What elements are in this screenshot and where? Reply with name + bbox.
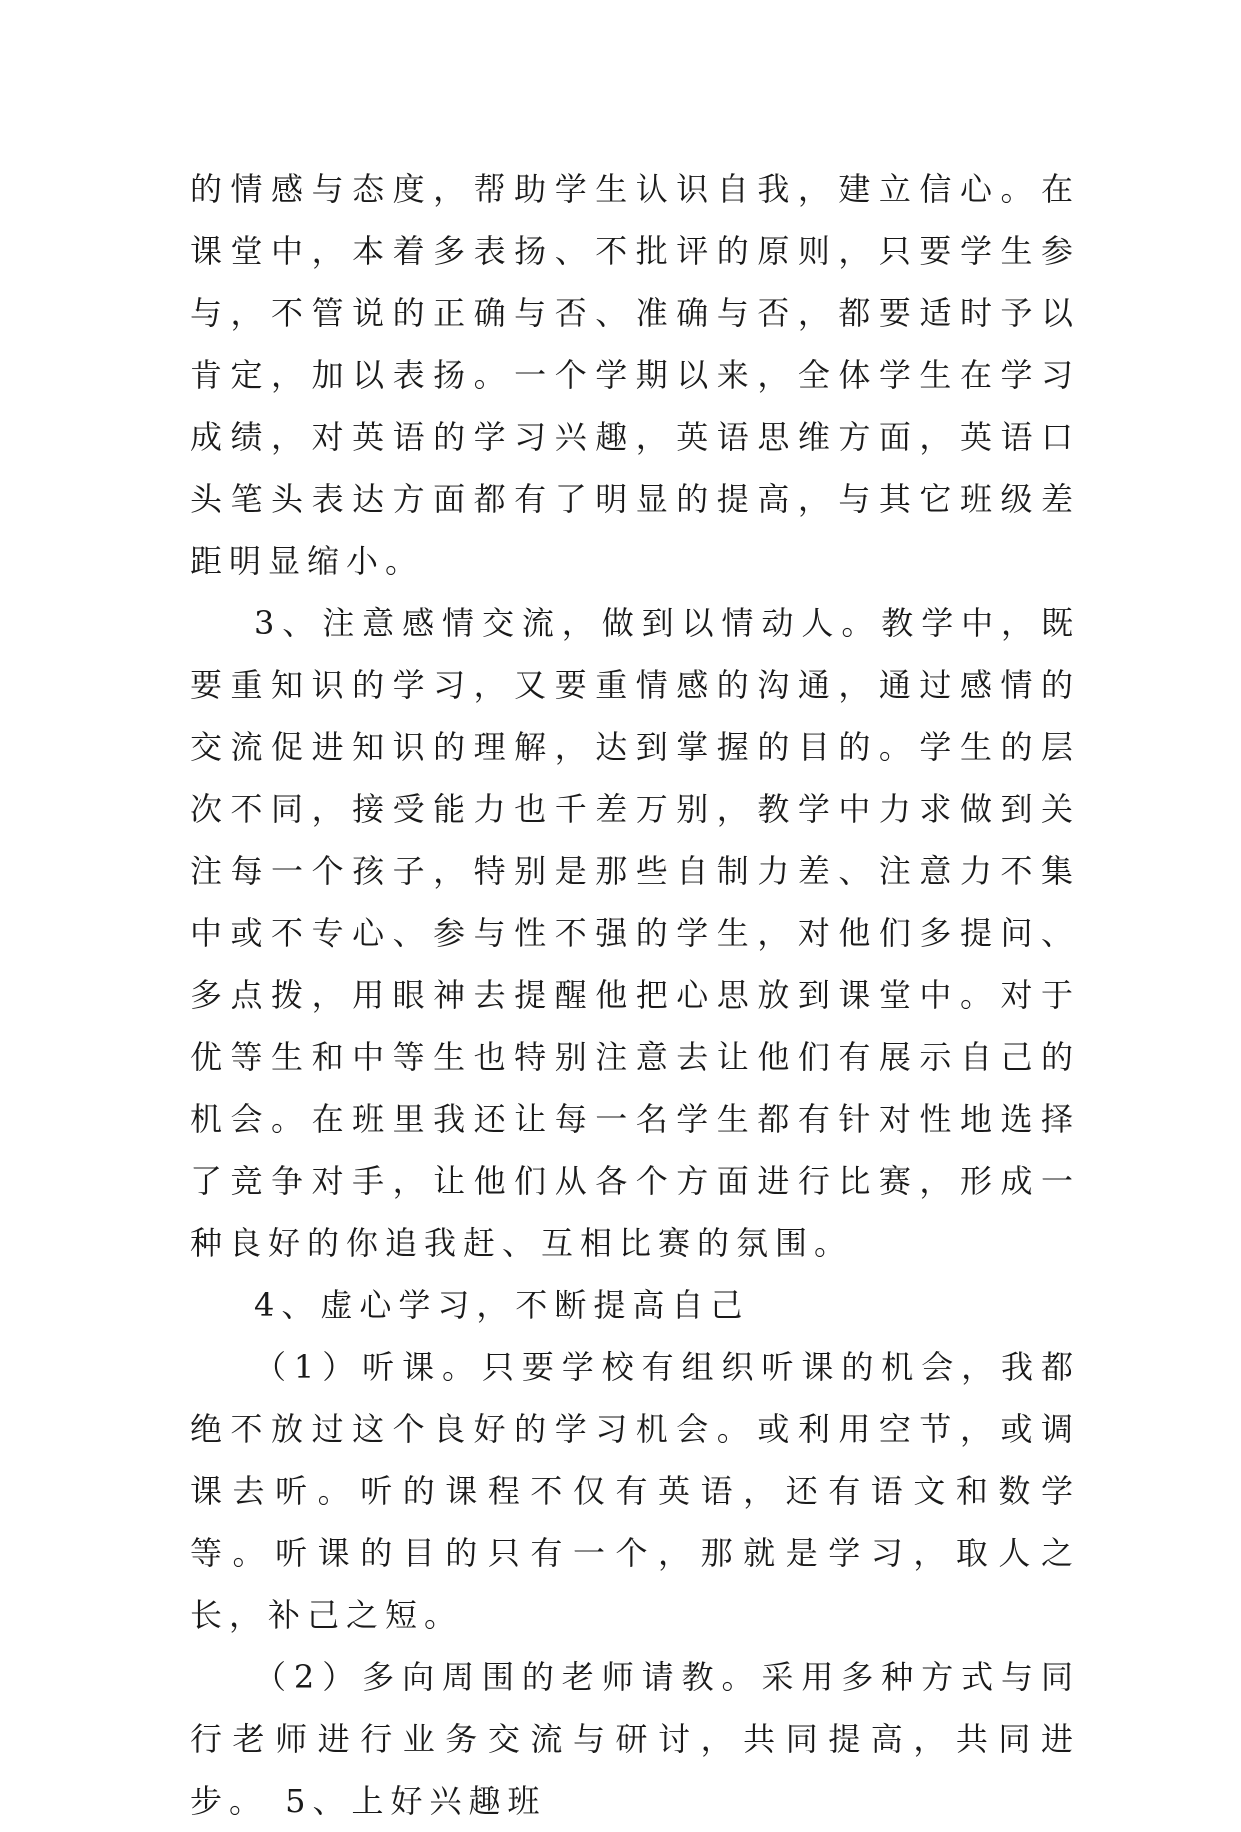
paragraph-item-2: （2）多向周围的老师请教。采用多种方式与同行老师进行业务交流与研讨，共同提高，共同进步。 5、上好兴趣班: [190, 1658, 1080, 1820]
paragraph-continuation: 的情感与态度，帮助学生认识自我，建立信心。在课堂中，本着多表扬、不批评的原则，只要学生参与，不管说的正确与否、准确与否，都要适时予以肯定，加以表扬。一个学期以来，全体学生在学习成绩，对英语的学习兴趣，英语思维方面，英语口头笔头表达方面都有了明显的提高，与其它班级差距明显缩小。: [190, 170, 1080, 580]
document-body: [190, 158, 1080, 1832]
paragraph-section-4-heading: 4、虚心学习，不断提高自己: [254, 1286, 750, 1324]
paragraph-item-1: （1）听课。只要学校有组织听课的机会，我都绝不放过这个良好的学习机会。或利用空节，或调课去听。听的课程不仅有英语，还有语文和数学等。听课的目的只有一个，那就是学习，取人之长，补己之短。: [190, 1348, 1080, 1634]
paragraph-section-3: 3、注意感情交流，做到以情动人。教学中，既要重知识的学习，又要重情感的沟通，通过感情的交流促进知识的理解，达到掌握的目的。学生的层次不同，接受能力也千差万别，教学中力求做到关注每一个孩子，特别是那些自制力差、注意力不集中或不专心、参与性不强的学生，对他们多提问、多点拨，用眼神去提醒他把心思放到课堂中。对于优等生和中等生也特别注意去让他们有展示自己的机会。在班里我还让每一名学生都有针对性地选择了竞争对手，让他们从各个方面进行比赛，形成一种良好的你追我赶、互相比赛的氛围。: [190, 604, 1080, 1262]
